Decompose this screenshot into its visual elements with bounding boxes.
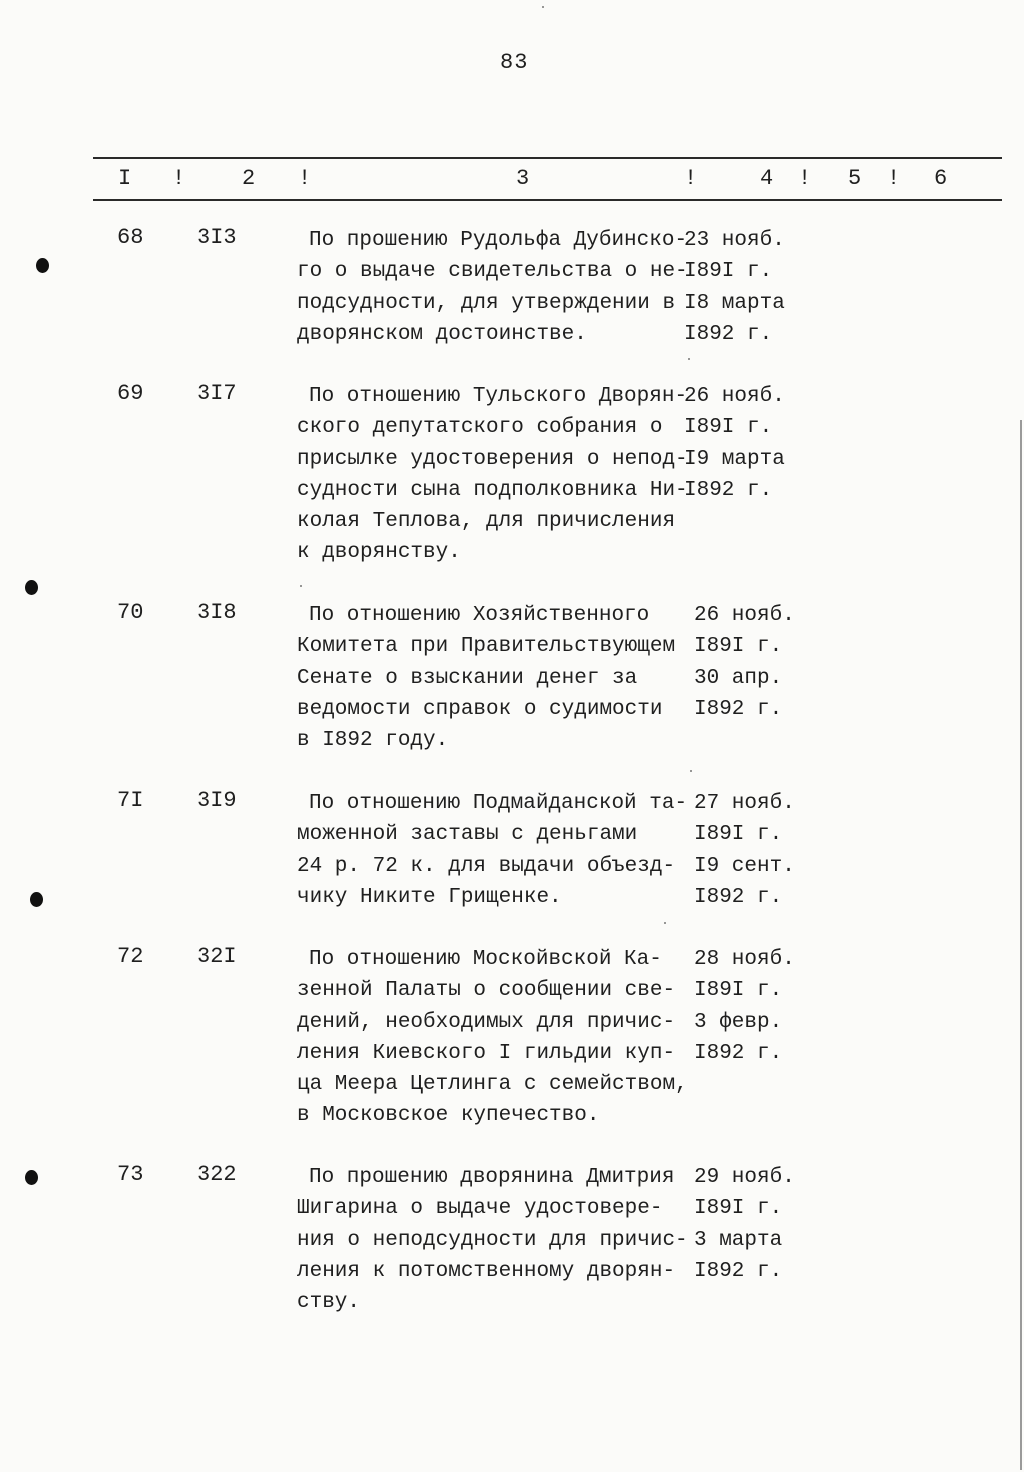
scan-speck [300,585,302,587]
punch-hole [30,892,43,907]
date-line: I892 г. [684,478,773,502]
date-line: I89I г. [694,979,783,1003]
description-line: ведомости справок о судимости [297,697,663,721]
date-line: 27 нояб. [694,792,795,815]
header-separator: ! [298,166,312,191]
entry-description [297,381,697,569]
header-col-6: 6 [934,166,948,191]
description-line: присылке удостоверения о непод- [297,447,688,471]
description-line: колая Теплова, для причисления [297,510,676,534]
description-line: Сенате о взыскании денег за [297,666,638,690]
entry-description [297,600,697,756]
entry-dates [684,381,804,506]
entry-number: 70 [117,600,144,625]
scan-speck [664,922,666,924]
scan-speck [688,358,690,360]
entry-code: 3I7 [197,381,237,406]
date-line: I9 сент. [694,854,795,878]
date-line: 28 нояб. [694,948,795,971]
date-line: I892 г. [694,885,783,909]
description-line: дений, необходимых для причис- [297,1010,676,1034]
header-col-4: 4 [760,166,774,191]
description-line: чику Никите Грищенке. [297,885,562,909]
date-line: I892 г. [694,1041,783,1065]
date-line: I8 марта [684,291,785,315]
entry-number: 73 [117,1162,144,1187]
entry-number: 68 [117,225,144,250]
entry-code: 3I8 [197,600,237,625]
entry-dates [694,600,814,725]
description-line: ца Меера Цетлинга с семейством, [297,1073,688,1097]
date-line: 26 нояб. [694,604,795,627]
description-line: По отношению Москойвской Ка- [309,948,662,971]
entry-dates [694,944,814,1069]
description-line: ления Киевского I гильдии куп- [297,1041,676,1065]
description-line: По прошению дворянина Дмитрия [309,1166,675,1189]
scan-edge-shadow [1020,420,1022,1470]
entry-number: 7I [117,788,144,813]
header-separator: ! [684,166,698,191]
date-line: 3 февр. [694,1010,783,1034]
header-separator: ! [798,166,812,191]
date-line: 3 марта [694,1228,783,1252]
table-header-bottom-rule [93,199,1002,201]
description-line: ского депутатского собрания о [297,416,663,440]
date-line: I89I г. [694,635,783,659]
entry-dates [684,225,804,350]
description-line: По прошению Рудольфа Дубинско- [309,229,688,252]
date-line: I89I г. [684,416,773,440]
date-line: 29 нояб. [694,1166,795,1189]
date-line: I9 марта [684,447,785,471]
entry-dates [694,788,814,913]
entry-code: 3I3 [197,225,237,250]
date-line: I892 г. [694,1259,783,1283]
entry-description [297,1162,697,1318]
entry-description [297,788,697,913]
description-line: моженной заставы с деньгами [297,823,638,847]
date-line: I892 г. [694,697,783,721]
page-number: 83 [500,50,529,75]
description-line: По отношению Подмайданской та- [309,792,688,815]
entry-number: 72 [117,944,144,969]
punch-hole [25,580,38,595]
date-line: I892 г. [684,322,773,346]
date-line: I89I г. [684,260,773,284]
description-line: По отношению Тульского Дворян- [309,385,688,408]
description-line: Комитета при Правительствующем [297,635,676,659]
description-line: 24 р. 72 к. для выдачи объезд- [297,854,676,878]
entry-code: 3I9 [197,788,237,813]
description-line: ления к потомственному дворян- [297,1259,676,1283]
date-line: 26 нояб. [684,385,785,408]
header-separator: ! [172,166,186,191]
description-line: ния о неподсудности для причис- [297,1228,688,1252]
scan-speck [690,770,692,772]
description-line: зенной Палаты о сообщении све- [297,979,676,1003]
header-col-2: 2 [242,166,256,191]
entry-code: 32I [197,944,237,969]
table-header-top-rule [93,157,1002,159]
date-line: 23 нояб. [684,229,785,252]
description-line: го о выдаче свидетельства о не- [297,260,688,284]
entry-description [297,944,697,1132]
header-col-3: 3 [516,166,530,191]
punch-hole [36,258,49,273]
header-col-1: I [118,166,132,191]
header-separator: ! [887,166,901,191]
description-line: в Московское купечество. [297,1104,600,1128]
entry-number: 69 [117,381,144,406]
description-line: в I892 году. [297,729,449,753]
header-col-5: 5 [848,166,862,191]
punch-hole [25,1170,38,1185]
entry-code: 322 [197,1162,237,1187]
description-line: подсудности, для утверждении в [297,291,676,315]
entry-description [297,225,697,350]
scan-speck [542,6,544,8]
description-line: ству. [297,1291,361,1315]
date-line: I89I г. [694,823,783,847]
date-line: 30 апр. [694,666,783,690]
description-line: Шигарина о выдаче удостовере- [297,1197,663,1221]
entry-dates [694,1162,814,1287]
description-line: По отношению Хозяйственного [309,604,650,627]
description-line: дворянском достоинстве. [297,322,587,346]
date-line: I89I г. [694,1197,783,1221]
description-line: судности сына подполковника Ни- [297,478,688,502]
description-line: к дворянству. [297,541,461,565]
